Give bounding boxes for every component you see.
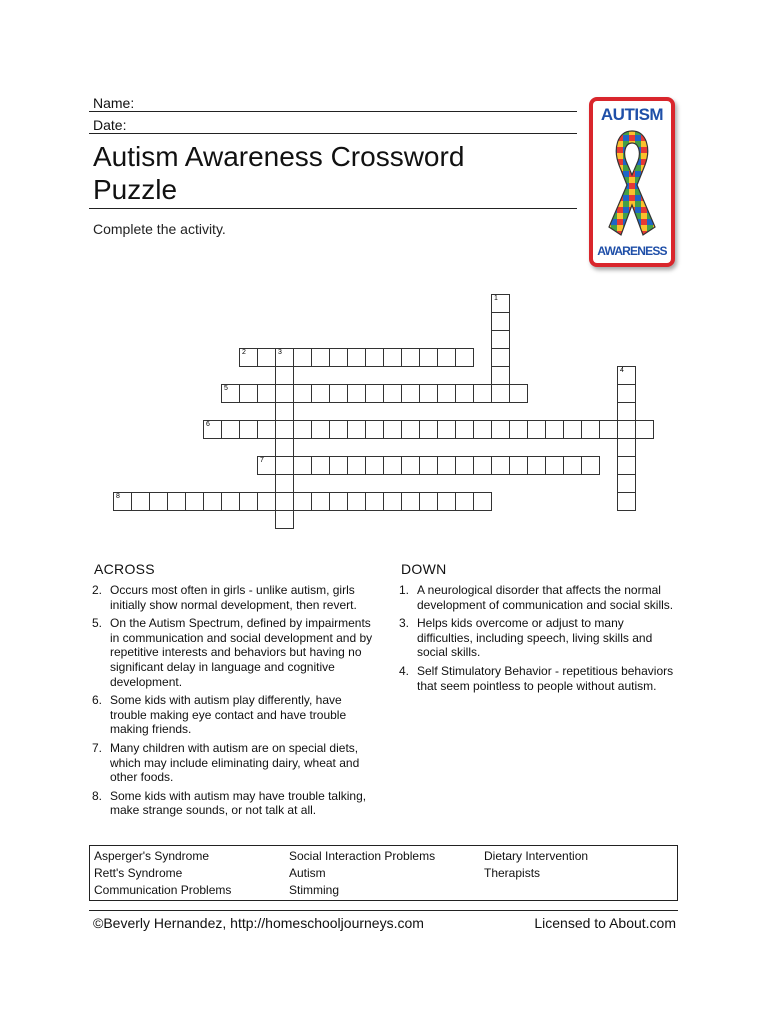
crossword-cell[interactable] [347, 492, 366, 511]
crossword-cell[interactable] [239, 348, 258, 367]
crossword-cell[interactable] [311, 348, 330, 367]
crossword-cell[interactable] [275, 492, 294, 511]
crossword-cell[interactable] [527, 456, 546, 475]
crossword-cell[interactable] [617, 420, 636, 439]
crossword-cell[interactable] [293, 348, 312, 367]
crossword-cell[interactable] [419, 492, 438, 511]
crossword-cell[interactable] [275, 366, 294, 385]
crossword-cell[interactable] [617, 438, 636, 457]
crossword-cell[interactable] [617, 492, 636, 511]
crossword-cell[interactable] [221, 420, 240, 439]
crossword-cell[interactable] [581, 420, 600, 439]
crossword-cell[interactable] [275, 402, 294, 421]
crossword-cell[interactable] [239, 420, 258, 439]
crossword-cell[interactable] [419, 456, 438, 475]
clue-number: 4 [620, 367, 624, 374]
crossword-cell[interactable] [275, 348, 294, 367]
crossword-cell[interactable] [347, 348, 366, 367]
word-bank-item: Stimming [289, 883, 340, 897]
clue-number: 7 [260, 457, 264, 464]
date-label: Date: [93, 117, 127, 133]
word-bank-column-2 [289, 848, 435, 899]
crossword-cell[interactable] [437, 348, 456, 367]
crossword-cell[interactable] [365, 492, 384, 511]
crossword-cell[interactable] [203, 492, 222, 511]
crossword-cell[interactable] [293, 384, 312, 403]
clue-number: 2 [242, 349, 246, 356]
down-heading: DOWN [401, 561, 447, 577]
crossword-cell[interactable] [491, 312, 510, 331]
crossword-cell[interactable] [185, 492, 204, 511]
crossword-cell[interactable] [401, 384, 420, 403]
down-clues [399, 583, 681, 697]
crossword-cell[interactable] [473, 456, 492, 475]
crossword-cell[interactable] [455, 384, 474, 403]
page-title-line2: Puzzle [93, 174, 178, 205]
clue-number: 5 [224, 385, 228, 392]
crossword-cell[interactable] [257, 492, 276, 511]
crossword-cell[interactable] [383, 384, 402, 403]
crossword-cell[interactable] [455, 420, 474, 439]
crossword-cell[interactable] [311, 420, 330, 439]
clue-down-4: 4. Self Stimulatory Behavior - repetitious behaviors that seem pointless to people without autism. [399, 663, 674, 693]
crossword-cell[interactable] [275, 420, 294, 439]
clue-number: 3 [278, 349, 282, 356]
crossword-cell[interactable] [581, 456, 600, 475]
crossword-cell[interactable] [383, 420, 402, 439]
crossword-cell[interactable] [617, 402, 636, 421]
word-bank-item: Autism [289, 866, 326, 880]
crossword-cell[interactable] [419, 348, 438, 367]
crossword-cell[interactable] [365, 420, 384, 439]
crossword-cell[interactable] [617, 456, 636, 475]
crossword-cell[interactable] [311, 456, 330, 475]
copyright-text: ©Beverly Hernandez, http://homeschooljourneys.com [93, 915, 424, 931]
crossword-cell[interactable] [221, 492, 240, 511]
clue-down-1: 1. A neurological disorder that affects the normal development of communication and social skills. [399, 583, 674, 612]
word-bank [89, 845, 678, 901]
crossword-cell[interactable] [293, 492, 312, 511]
crossword-cell[interactable] [563, 420, 582, 439]
crossword-cell[interactable] [383, 456, 402, 475]
crossword-cell[interactable] [311, 492, 330, 511]
instructions: Complete the activity. [93, 221, 226, 237]
crossword-cell[interactable] [329, 456, 348, 475]
crossword-cell[interactable] [365, 348, 384, 367]
footer-divider [89, 910, 678, 911]
crossword-cell[interactable] [257, 384, 276, 403]
crossword-cell[interactable] [437, 492, 456, 511]
crossword-cell[interactable] [365, 384, 384, 403]
badge-top-text: AUTISM [600, 105, 664, 124]
word-bank-item: Dietary Intervention [484, 849, 589, 863]
crossword-cell[interactable] [617, 384, 636, 403]
crossword-cell[interactable] [473, 420, 492, 439]
crossword-cell[interactable] [563, 456, 582, 475]
crossword-cell[interactable] [545, 456, 564, 475]
crossword-cell[interactable] [383, 492, 402, 511]
crossword-cell[interactable] [239, 384, 258, 403]
clue-number: 1 [494, 295, 498, 302]
crossword-cell[interactable] [455, 492, 474, 511]
crossword-cell[interactable] [275, 510, 294, 529]
crossword-cell[interactable] [203, 420, 222, 439]
word-bank-column-3 [484, 848, 588, 882]
crossword-cell[interactable] [401, 348, 420, 367]
word-bank-item: Rett's Syndrome [94, 866, 183, 880]
crossword-cell[interactable] [275, 384, 294, 403]
crossword-cell[interactable] [167, 492, 186, 511]
crossword-cell[interactable] [473, 384, 492, 403]
clue-across-5: 5. On the Autism Spectrum, defined by impairments in communication and social development and by repetitive interests and behaviors but having no significant delay in language and cognitive development. [92, 616, 373, 689]
crossword-cell[interactable] [329, 420, 348, 439]
crossword-cell[interactable] [491, 294, 510, 313]
crossword-cell[interactable] [329, 384, 348, 403]
clue-across-7: 7. Many children with autism are on special diets, which may include eliminating dairy, wheat and other foods. [92, 740, 360, 785]
crossword-cell[interactable] [347, 420, 366, 439]
crossword-cell[interactable] [347, 456, 366, 475]
crossword-cell[interactable] [509, 420, 528, 439]
word-bank-column-1 [94, 848, 231, 899]
clue-across-2: 2. Occurs most often in girls - unlike autism, girls initially show normal development, then revert. [92, 583, 357, 612]
crossword-cell[interactable] [293, 420, 312, 439]
badge-bottom-text: AWARENESS [597, 244, 667, 258]
clue-across-8: 8. Some kids with autism may have trouble talking, make strange sounds, or not talk at all. [92, 788, 367, 818]
crossword-cell[interactable] [293, 456, 312, 475]
crossword-cell[interactable] [545, 420, 564, 439]
crossword-cell[interactable] [347, 384, 366, 403]
crossword-cell[interactable] [239, 492, 258, 511]
crossword-cell[interactable] [257, 456, 276, 475]
crossword-cell[interactable] [617, 474, 636, 493]
crossword-cell[interactable] [509, 384, 528, 403]
crossword-cell[interactable] [455, 456, 474, 475]
word-bank-item: Communication Problems [94, 883, 232, 897]
crossword-cell[interactable] [275, 474, 294, 493]
crossword-cell[interactable] [491, 348, 510, 367]
crossword-cell[interactable] [401, 456, 420, 475]
clue-across-6: 6. Some kids with autism play differently, have trouble making eye contact and have trouble making friends. [92, 693, 347, 737]
crossword-cell[interactable] [509, 456, 528, 475]
license-text: Licensed to About.com [534, 915, 676, 931]
clue-number: 8 [116, 493, 120, 500]
crossword-cell[interactable] [527, 420, 546, 439]
word-bank-item: Social Interaction Problems [289, 849, 436, 863]
crossword-cell[interactable] [383, 348, 402, 367]
crossword-cell[interactable] [329, 348, 348, 367]
crossword-cell[interactable] [365, 456, 384, 475]
crossword-cell[interactable] [599, 420, 618, 439]
across-heading: ACROSS [94, 561, 155, 577]
crossword-cell[interactable] [491, 330, 510, 349]
crossword-cell[interactable] [617, 366, 636, 385]
crossword-cell[interactable] [221, 384, 240, 403]
crossword-cell[interactable] [275, 456, 294, 475]
crossword-cell[interactable] [419, 420, 438, 439]
clue-number: 6 [206, 421, 210, 428]
crossword-cell[interactable] [149, 492, 168, 511]
clue-down-3: 3. Helps kids overcome or adjust to many difficulties, including speech, living skills and social skills. [399, 616, 653, 660]
name-label: Name: [93, 95, 135, 111]
page-title-line1: Autism Awareness Crossword [93, 141, 465, 172]
word-bank-item: Asperger's Syndrome [94, 849, 210, 863]
crossword-cell[interactable] [491, 456, 510, 475]
word-bank-item: Therapists [484, 866, 541, 880]
crossword-cell[interactable] [437, 456, 456, 475]
crossword-cell[interactable] [491, 420, 510, 439]
crossword-cell[interactable] [131, 492, 150, 511]
crossword-cell[interactable] [257, 420, 276, 439]
crossword-cell[interactable] [491, 384, 510, 403]
crossword-cell[interactable] [257, 348, 276, 367]
crossword-cell[interactable] [401, 492, 420, 511]
across-clues [92, 583, 374, 822]
crossword-cell[interactable] [401, 420, 420, 439]
crossword-cell[interactable] [113, 492, 132, 511]
crossword-cell[interactable] [311, 384, 330, 403]
crossword-cell[interactable] [437, 420, 456, 439]
crossword-cell[interactable] [473, 492, 492, 511]
crossword-cell[interactable] [437, 384, 456, 403]
crossword-cell[interactable] [455, 348, 474, 367]
crossword-cell[interactable] [329, 492, 348, 511]
crossword-cell[interactable] [419, 384, 438, 403]
crossword-cell[interactable] [491, 366, 510, 385]
crossword-cell[interactable] [275, 438, 294, 457]
crossword-cell[interactable] [635, 420, 654, 439]
